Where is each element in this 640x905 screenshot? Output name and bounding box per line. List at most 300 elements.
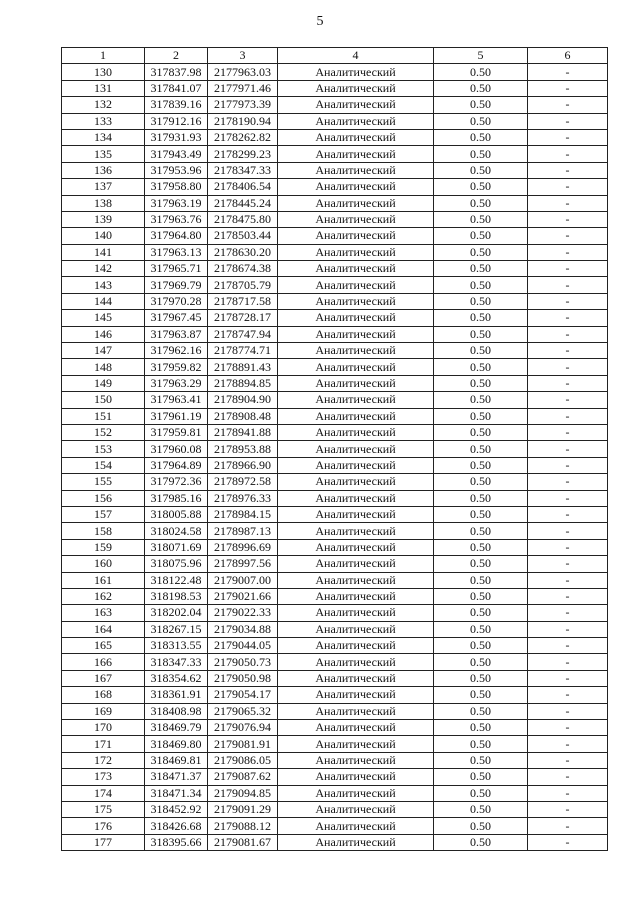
x-coordinate-cell: 318347.33	[145, 654, 208, 670]
note-cell: -	[528, 244, 608, 260]
point-number-cell: 154	[62, 457, 145, 473]
accuracy-cell: 0.50	[434, 179, 528, 195]
method-cell: Аналитический	[278, 261, 434, 277]
note-cell: -	[528, 818, 608, 834]
x-coordinate-cell: 318426.68	[145, 818, 208, 834]
accuracy-cell: 0.50	[434, 457, 528, 473]
point-number-cell: 150	[62, 392, 145, 408]
point-number-cell: 136	[62, 162, 145, 178]
accuracy-cell: 0.50	[434, 785, 528, 801]
table-row	[62, 687, 608, 703]
table-row	[62, 621, 608, 637]
accuracy-cell: 0.50	[434, 752, 528, 768]
x-coordinate-cell: 317912.16	[145, 113, 208, 129]
table-row	[62, 441, 608, 457]
point-number-cell: 132	[62, 97, 145, 113]
point-number-cell: 140	[62, 228, 145, 244]
point-number-cell: 162	[62, 588, 145, 604]
method-cell: Аналитический	[278, 129, 434, 145]
accuracy-cell: 0.50	[434, 638, 528, 654]
table-header-row	[62, 48, 608, 64]
accuracy-cell: 0.50	[434, 408, 528, 424]
table-row	[62, 162, 608, 178]
method-cell: Аналитический	[278, 572, 434, 588]
x-coordinate-cell: 317970.28	[145, 293, 208, 309]
point-number-cell: 168	[62, 687, 145, 703]
accuracy-cell: 0.50	[434, 211, 528, 227]
accuracy-cell: 0.50	[434, 146, 528, 162]
point-number-cell: 155	[62, 474, 145, 490]
note-cell: -	[528, 588, 608, 604]
x-coordinate-cell: 317961.19	[145, 408, 208, 424]
x-coordinate-cell: 317963.13	[145, 244, 208, 260]
method-cell: Аналитический	[278, 441, 434, 457]
point-number-cell: 158	[62, 523, 145, 539]
point-number-cell: 131	[62, 80, 145, 96]
note-cell: -	[528, 441, 608, 457]
table-row	[62, 129, 608, 145]
accuracy-cell: 0.50	[434, 556, 528, 572]
method-cell: Аналитический	[278, 244, 434, 260]
method-cell: Аналитический	[278, 506, 434, 522]
y-coordinate-cell: 2177971.46	[208, 80, 278, 96]
table-row	[62, 736, 608, 752]
accuracy-cell: 0.50	[434, 490, 528, 506]
note-cell: -	[528, 293, 608, 309]
method-cell: Аналитический	[278, 752, 434, 768]
note-cell: -	[528, 408, 608, 424]
y-coordinate-cell: 2178966.90	[208, 457, 278, 473]
method-cell: Аналитический	[278, 343, 434, 359]
y-coordinate-cell: 2177963.03	[208, 64, 278, 80]
point-number-cell: 164	[62, 621, 145, 637]
table-row	[62, 261, 608, 277]
point-number-cell: 163	[62, 605, 145, 621]
method-cell: Аналитический	[278, 179, 434, 195]
x-coordinate-cell: 318469.80	[145, 736, 208, 752]
method-cell: Аналитический	[278, 293, 434, 309]
y-coordinate-cell: 2179091.29	[208, 801, 278, 817]
point-number-cell: 156	[62, 490, 145, 506]
x-coordinate-cell: 317931.93	[145, 129, 208, 145]
note-cell: -	[528, 720, 608, 736]
x-coordinate-cell: 318471.34	[145, 785, 208, 801]
table-row	[62, 211, 608, 227]
table-row	[62, 195, 608, 211]
note-cell: -	[528, 506, 608, 522]
point-number-cell: 157	[62, 506, 145, 522]
point-number-cell: 149	[62, 375, 145, 391]
method-cell: Аналитический	[278, 736, 434, 752]
table-row	[62, 539, 608, 555]
note-cell: -	[528, 326, 608, 342]
header-cell: 6	[528, 48, 608, 64]
table-row	[62, 474, 608, 490]
y-coordinate-cell: 2179050.98	[208, 670, 278, 686]
method-cell: Аналитический	[278, 64, 434, 80]
x-coordinate-cell: 317969.79	[145, 277, 208, 293]
accuracy-cell: 0.50	[434, 605, 528, 621]
y-coordinate-cell: 2179065.32	[208, 703, 278, 719]
accuracy-cell: 0.50	[434, 523, 528, 539]
table-row	[62, 670, 608, 686]
table-row	[62, 359, 608, 375]
note-cell: -	[528, 359, 608, 375]
page-number: 5	[316, 14, 324, 29]
method-cell: Аналитический	[278, 834, 434, 850]
method-cell: Аналитический	[278, 408, 434, 424]
header-cell: 5	[434, 48, 528, 64]
y-coordinate-cell: 2179021.66	[208, 588, 278, 604]
note-cell: -	[528, 392, 608, 408]
table-row	[62, 277, 608, 293]
x-coordinate-cell: 317953.96	[145, 162, 208, 178]
y-coordinate-cell: 2178953.88	[208, 441, 278, 457]
note-cell: -	[528, 539, 608, 555]
method-cell: Аналитический	[278, 310, 434, 326]
y-coordinate-cell: 2178908.48	[208, 408, 278, 424]
method-cell: Аналитический	[278, 556, 434, 572]
method-cell: Аналитический	[278, 490, 434, 506]
note-cell: -	[528, 752, 608, 768]
method-cell: Аналитический	[278, 277, 434, 293]
accuracy-cell: 0.50	[434, 244, 528, 260]
x-coordinate-cell: 317960.08	[145, 441, 208, 457]
accuracy-cell: 0.50	[434, 654, 528, 670]
accuracy-cell: 0.50	[434, 195, 528, 211]
y-coordinate-cell: 2178717.58	[208, 293, 278, 309]
y-coordinate-cell: 2178728.17	[208, 310, 278, 326]
point-number-cell: 159	[62, 539, 145, 555]
accuracy-cell: 0.50	[434, 261, 528, 277]
point-number-cell: 177	[62, 834, 145, 850]
note-cell: -	[528, 490, 608, 506]
method-cell: Аналитический	[278, 195, 434, 211]
table-row	[62, 424, 608, 440]
point-number-cell: 141	[62, 244, 145, 260]
accuracy-cell: 0.50	[434, 162, 528, 178]
method-cell: Аналитический	[278, 211, 434, 227]
point-number-cell: 153	[62, 441, 145, 457]
y-coordinate-cell: 2178190.94	[208, 113, 278, 129]
point-number-cell: 171	[62, 736, 145, 752]
point-number-cell: 167	[62, 670, 145, 686]
accuracy-cell: 0.50	[434, 375, 528, 391]
note-cell: -	[528, 572, 608, 588]
table-row	[62, 392, 608, 408]
point-number-cell: 172	[62, 752, 145, 768]
accuracy-cell: 0.50	[434, 474, 528, 490]
point-number-cell: 143	[62, 277, 145, 293]
x-coordinate-cell: 317963.29	[145, 375, 208, 391]
table-row	[62, 310, 608, 326]
table-row	[62, 818, 608, 834]
y-coordinate-cell: 2179094.85	[208, 785, 278, 801]
table-row	[62, 654, 608, 670]
table-row	[62, 408, 608, 424]
x-coordinate-cell: 317972.36	[145, 474, 208, 490]
x-coordinate-cell: 317963.19	[145, 195, 208, 211]
x-coordinate-cell: 317965.71	[145, 261, 208, 277]
table-row	[62, 523, 608, 539]
header-cell: 2	[145, 48, 208, 64]
table-row	[62, 785, 608, 801]
note-cell: -	[528, 457, 608, 473]
table-row	[62, 801, 608, 817]
point-number-cell: 169	[62, 703, 145, 719]
point-number-cell: 176	[62, 818, 145, 834]
accuracy-cell: 0.50	[434, 359, 528, 375]
x-coordinate-cell: 317837.98	[145, 64, 208, 80]
x-coordinate-cell: 317943.49	[145, 146, 208, 162]
point-number-cell: 135	[62, 146, 145, 162]
method-cell: Аналитический	[278, 785, 434, 801]
point-number-cell: 146	[62, 326, 145, 342]
x-coordinate-cell: 318075.96	[145, 556, 208, 572]
x-coordinate-cell: 317963.76	[145, 211, 208, 227]
y-coordinate-cell: 2179007.00	[208, 572, 278, 588]
method-cell: Аналитический	[278, 588, 434, 604]
table-row	[62, 752, 608, 768]
accuracy-cell: 0.50	[434, 670, 528, 686]
method-cell: Аналитический	[278, 703, 434, 719]
y-coordinate-cell: 2178630.20	[208, 244, 278, 260]
accuracy-cell: 0.50	[434, 80, 528, 96]
point-number-cell: 133	[62, 113, 145, 129]
y-coordinate-cell: 2179076.94	[208, 720, 278, 736]
point-number-cell: 134	[62, 129, 145, 145]
y-coordinate-cell: 2178996.69	[208, 539, 278, 555]
x-coordinate-cell: 317841.07	[145, 80, 208, 96]
accuracy-cell: 0.50	[434, 326, 528, 342]
note-cell: -	[528, 556, 608, 572]
note-cell: -	[528, 80, 608, 96]
accuracy-cell: 0.50	[434, 310, 528, 326]
x-coordinate-cell: 318005.88	[145, 506, 208, 522]
x-coordinate-cell: 317963.87	[145, 326, 208, 342]
x-coordinate-cell: 318361.91	[145, 687, 208, 703]
table-row	[62, 97, 608, 113]
point-number-cell: 175	[62, 801, 145, 817]
method-cell: Аналитический	[278, 228, 434, 244]
y-coordinate-cell: 2179044.05	[208, 638, 278, 654]
table-row	[62, 834, 608, 850]
note-cell: -	[528, 179, 608, 195]
point-number-cell: 165	[62, 638, 145, 654]
note-cell: -	[528, 146, 608, 162]
y-coordinate-cell: 2178774.71	[208, 343, 278, 359]
table-row	[62, 293, 608, 309]
x-coordinate-cell: 318395.66	[145, 834, 208, 850]
accuracy-cell: 0.50	[434, 818, 528, 834]
y-coordinate-cell: 2178972.58	[208, 474, 278, 490]
x-coordinate-cell: 318071.69	[145, 539, 208, 555]
point-number-cell: 173	[62, 769, 145, 785]
method-cell: Аналитический	[278, 97, 434, 113]
y-coordinate-cell: 2178941.88	[208, 424, 278, 440]
x-coordinate-cell: 318024.58	[145, 523, 208, 539]
y-coordinate-cell: 2178984.15	[208, 506, 278, 522]
y-coordinate-cell: 2178747.94	[208, 326, 278, 342]
note-cell: -	[528, 703, 608, 719]
accuracy-cell: 0.50	[434, 277, 528, 293]
table-row	[62, 588, 608, 604]
note-cell: -	[528, 375, 608, 391]
point-number-cell: 151	[62, 408, 145, 424]
note-cell: -	[528, 621, 608, 637]
note-cell: -	[528, 769, 608, 785]
table-body	[62, 48, 608, 851]
method-cell: Аналитический	[278, 326, 434, 342]
table-row	[62, 572, 608, 588]
note-cell: -	[528, 261, 608, 277]
method-cell: Аналитический	[278, 474, 434, 490]
table-row	[62, 605, 608, 621]
y-coordinate-cell: 2179022.33	[208, 605, 278, 621]
method-cell: Аналитический	[278, 769, 434, 785]
y-coordinate-cell: 2178987.13	[208, 523, 278, 539]
method-cell: Аналитический	[278, 162, 434, 178]
x-coordinate-cell: 318469.81	[145, 752, 208, 768]
x-coordinate-cell: 317958.80	[145, 179, 208, 195]
y-coordinate-cell: 2179081.91	[208, 736, 278, 752]
method-cell: Аналитический	[278, 392, 434, 408]
method-cell: Аналитический	[278, 359, 434, 375]
y-coordinate-cell: 2179050.73	[208, 654, 278, 670]
note-cell: -	[528, 424, 608, 440]
y-coordinate-cell: 2178503.44	[208, 228, 278, 244]
note-cell: -	[528, 64, 608, 80]
y-coordinate-cell: 2178904.90	[208, 392, 278, 408]
table-row	[62, 64, 608, 80]
x-coordinate-cell: 317964.89	[145, 457, 208, 473]
table-row	[62, 113, 608, 129]
header-cell: 3	[208, 48, 278, 64]
accuracy-cell: 0.50	[434, 97, 528, 113]
y-coordinate-cell: 2179054.17	[208, 687, 278, 703]
method-cell: Аналитический	[278, 720, 434, 736]
x-coordinate-cell: 318202.04	[145, 605, 208, 621]
accuracy-cell: 0.50	[434, 228, 528, 244]
accuracy-cell: 0.50	[434, 506, 528, 522]
x-coordinate-cell: 317839.16	[145, 97, 208, 113]
note-cell: -	[528, 605, 608, 621]
y-coordinate-cell: 2178299.23	[208, 146, 278, 162]
y-coordinate-cell: 2178674.38	[208, 261, 278, 277]
point-number-cell: 170	[62, 720, 145, 736]
method-cell: Аналитический	[278, 638, 434, 654]
point-number-cell: 174	[62, 785, 145, 801]
y-coordinate-cell: 2178997.56	[208, 556, 278, 572]
note-cell: -	[528, 228, 608, 244]
point-number-cell: 144	[62, 293, 145, 309]
table-row	[62, 146, 608, 162]
point-number-cell: 161	[62, 572, 145, 588]
method-cell: Аналитический	[278, 375, 434, 391]
x-coordinate-cell: 318198.53	[145, 588, 208, 604]
x-coordinate-cell: 318471.37	[145, 769, 208, 785]
accuracy-cell: 0.50	[434, 703, 528, 719]
method-cell: Аналитический	[278, 424, 434, 440]
point-number-cell: 152	[62, 424, 145, 440]
note-cell: -	[528, 736, 608, 752]
accuracy-cell: 0.50	[434, 572, 528, 588]
table-row	[62, 556, 608, 572]
note-cell: -	[528, 97, 608, 113]
table-row	[62, 244, 608, 260]
accuracy-cell: 0.50	[434, 129, 528, 145]
y-coordinate-cell: 2179081.67	[208, 834, 278, 850]
method-cell: Аналитический	[278, 670, 434, 686]
y-coordinate-cell: 2178445.24	[208, 195, 278, 211]
x-coordinate-cell: 318267.15	[145, 621, 208, 637]
table-row	[62, 343, 608, 359]
x-coordinate-cell: 317964.80	[145, 228, 208, 244]
y-coordinate-cell: 2178475.80	[208, 211, 278, 227]
table-row	[62, 228, 608, 244]
table-row	[62, 179, 608, 195]
method-cell: Аналитический	[278, 801, 434, 817]
x-coordinate-cell: 318122.48	[145, 572, 208, 588]
header-cell: 1	[62, 48, 145, 64]
note-cell: -	[528, 343, 608, 359]
note-cell: -	[528, 654, 608, 670]
y-coordinate-cell: 2178891.43	[208, 359, 278, 375]
table-row	[62, 638, 608, 654]
accuracy-cell: 0.50	[434, 293, 528, 309]
x-coordinate-cell: 317959.82	[145, 359, 208, 375]
table-row	[62, 720, 608, 736]
table-row	[62, 703, 608, 719]
point-number-cell: 160	[62, 556, 145, 572]
table-row	[62, 457, 608, 473]
y-coordinate-cell: 2178347.33	[208, 162, 278, 178]
y-coordinate-cell: 2179034.88	[208, 621, 278, 637]
accuracy-cell: 0.50	[434, 834, 528, 850]
method-cell: Аналитический	[278, 654, 434, 670]
method-cell: Аналитический	[278, 80, 434, 96]
x-coordinate-cell: 317959.81	[145, 424, 208, 440]
point-number-cell: 142	[62, 261, 145, 277]
table-row	[62, 769, 608, 785]
point-number-cell: 147	[62, 343, 145, 359]
y-coordinate-cell: 2178406.54	[208, 179, 278, 195]
y-coordinate-cell: 2179086.05	[208, 752, 278, 768]
method-cell: Аналитический	[278, 621, 434, 637]
x-coordinate-cell: 318408.98	[145, 703, 208, 719]
x-coordinate-cell: 317985.16	[145, 490, 208, 506]
accuracy-cell: 0.50	[434, 769, 528, 785]
note-cell: -	[528, 670, 608, 686]
note-cell: -	[528, 801, 608, 817]
y-coordinate-cell: 2177973.39	[208, 97, 278, 113]
table-row	[62, 506, 608, 522]
table-row	[62, 326, 608, 342]
table-row	[62, 490, 608, 506]
x-coordinate-cell: 318354.62	[145, 670, 208, 686]
accuracy-cell: 0.50	[434, 441, 528, 457]
point-number-cell: 130	[62, 64, 145, 80]
table-row	[62, 375, 608, 391]
note-cell: -	[528, 211, 608, 227]
method-cell: Аналитический	[278, 113, 434, 129]
y-coordinate-cell: 2179088.12	[208, 818, 278, 834]
y-coordinate-cell: 2178976.33	[208, 490, 278, 506]
note-cell: -	[528, 277, 608, 293]
accuracy-cell: 0.50	[434, 64, 528, 80]
note-cell: -	[528, 162, 608, 178]
point-number-cell: 137	[62, 179, 145, 195]
